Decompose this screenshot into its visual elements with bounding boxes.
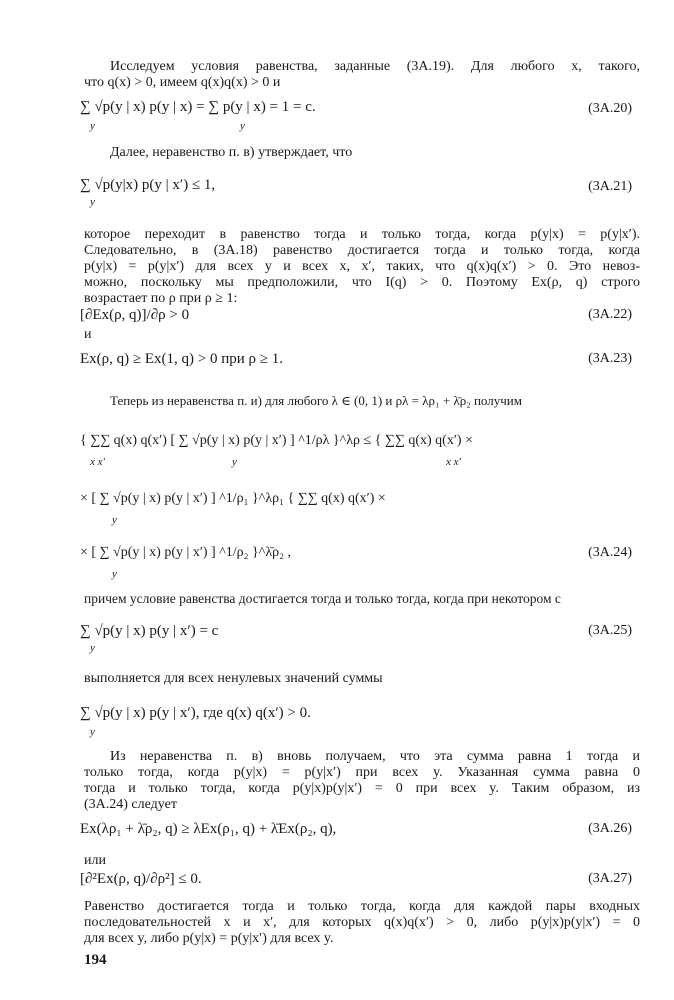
- text-line: можно, поскольку мы предположили, что I(q) > 0. Поэтому Ex(ρ, q) строго: [84, 275, 640, 290]
- equation-number: (3А.22): [588, 307, 632, 322]
- text-line: (3А.24) следует: [84, 797, 177, 812]
- conjunction: или: [84, 853, 106, 868]
- equation-3A24-line1: { ∑∑ q(x) q(x′) [ ∑ √p(y | x) p(y | x′) ] ^1/ρλ }^λρ ≤ { ∑∑ q(x) q(x′) ×: [80, 433, 473, 448]
- equation-number: (3А.26): [588, 821, 632, 836]
- equation-number: (3А.21): [588, 179, 632, 194]
- text-line: Теперь из неравенства п. и) для любого λ ∈ (0, 1) и ρλ = λρ₁ + λ̄ρ₂ получим: [110, 393, 522, 408]
- sum-index: x x′: [90, 456, 105, 468]
- text-line: которое переходит в равенство тогда и только тогда, когда p(y|x) = p(y|x′).: [84, 227, 640, 242]
- sum-index: y: [90, 196, 95, 208]
- text-line: только тогда, когда p(y|x) = p(y|x′) при всех y. Указанная сумма равна 0: [84, 765, 640, 780]
- equation-number: (3А.20): [588, 101, 632, 116]
- conjunction: и: [84, 327, 92, 342]
- sum-index: x x′: [446, 456, 461, 468]
- sum-index: y: [112, 568, 117, 580]
- sum-index: y: [90, 642, 95, 654]
- text-line: Из неравенства п. в) вновь получаем, что эта сумма равна 1 тогда и: [110, 749, 640, 764]
- text-line: что q(x) > 0, имеем q(x)q(x) > 0 и: [84, 75, 281, 90]
- text-line: выполняется для всех ненулевых значений суммы: [84, 671, 383, 686]
- equation-3A26: Ex(λρ₁ + λ̄ρ₂, q) ≥ λEx(ρ₁, q) + λ̄Ex(ρ₂, q),: [80, 821, 337, 837]
- page-number: 194: [84, 952, 107, 968]
- sum-index: y: [240, 120, 245, 132]
- equation-3A27: [∂²Ex(ρ, q)/∂ρ²] ≤ 0.: [80, 871, 202, 887]
- equation-3A20: ∑ √p(y | x) p(y | x) = ∑ p(y | x) = 1 = c.: [80, 99, 316, 115]
- equation-number: (3А.23): [588, 351, 632, 366]
- equation-3A21: ∑ √p(y|x) p(y | x′) ≤ 1,: [80, 177, 216, 193]
- equation-number: (3А.27): [588, 871, 632, 886]
- equation-number: (3А.24): [588, 545, 632, 560]
- text-line: Исследуем условия равенства, заданные (3А.19). Для любого x, такого,: [110, 59, 640, 74]
- sum-index: y: [232, 456, 237, 468]
- equation-number: (3А.25): [588, 623, 632, 638]
- equation-3A24-line3: × [ ∑ √p(y | x) p(y | x′) ] ^1/ρ₂ }^λ̄ρ₂ ,: [80, 545, 291, 560]
- text-line: Далее, неравенство п. в) утверждает, что: [110, 145, 353, 160]
- text-line: возрастает по ρ при ρ ≥ 1:: [84, 291, 238, 306]
- equation-3A23: Ex(ρ, q) ≥ Ex(1, q) > 0 при ρ ≥ 1.: [80, 351, 284, 367]
- text-line: причем условие равенства достигается тогда и только тогда, когда при некотором c: [84, 591, 561, 606]
- text-line: Равенство достигается тогда и только тогда, когда для каждой пары входных: [84, 899, 640, 914]
- equation-3A25: ∑ √p(y | x) p(y | x′) = c: [80, 623, 219, 639]
- sum-index: y: [90, 726, 95, 738]
- equation-3A24-line2: × [ ∑ √p(y | x) p(y | x′) ] ^1/ρ₁ }^λρ₁ { ∑∑ q(x) q(x′) ×: [80, 491, 386, 506]
- equation-3A22: [∂Ex(ρ, q)]/∂ρ > 0: [80, 307, 190, 323]
- text-line: тогда и только тогда, когда p(y|x)p(y|x′) = 0 при всех y. Таким образом, из: [84, 781, 640, 796]
- sum-index: y: [112, 514, 117, 526]
- equation-sum: ∑ √p(y | x) p(y | x′), где q(x) q(x′) > 0.: [80, 705, 311, 721]
- text-line: для всех y, либо p(y|x) = p(y|x′) для всех y.: [84, 931, 334, 946]
- text-line: p(y|x) = p(y|x′) для всех y и всех x, x′, таких, что q(x)q(x′) > 0. Это невоз-: [84, 259, 640, 274]
- text-line: Следовательно, в (3А.18) равенство достигается тогда и только тогда, когда: [84, 243, 640, 258]
- sum-index: y: [90, 120, 95, 132]
- text-line: последовательностей x и x′, для которых q(x)q(x′) > 0, либо p(y|x)p(y|x′) = 0: [84, 915, 640, 930]
